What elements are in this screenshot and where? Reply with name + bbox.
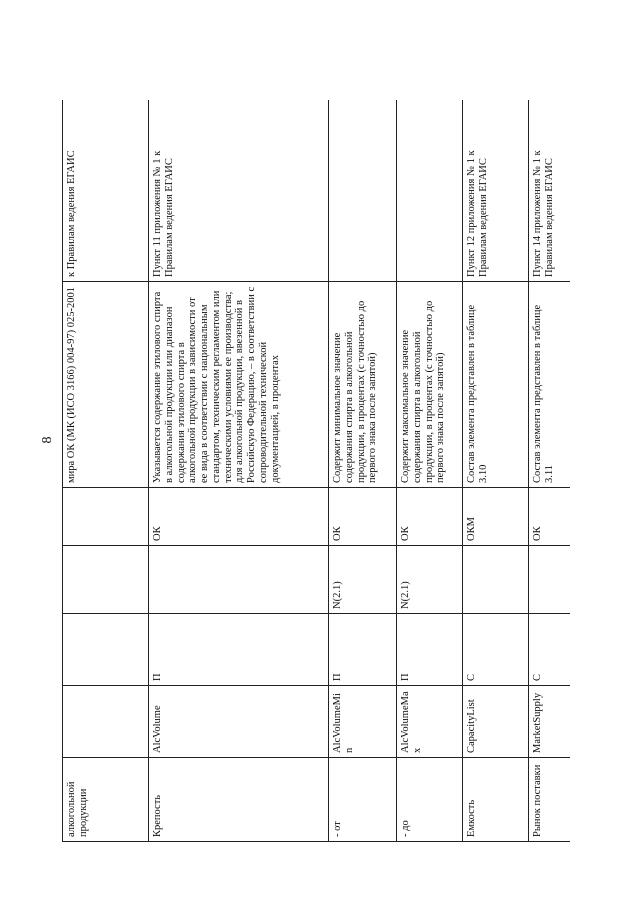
cell-requirement: ОК bbox=[397, 488, 463, 546]
cell-type bbox=[63, 614, 149, 686]
cell-reference: Пункт 14 приложения № 1 к Правилам ведения ЕГАИС bbox=[529, 100, 571, 282]
cell-element: AlcVolumeMin bbox=[329, 686, 397, 758]
cell-description: Указывается содержание этилового спирта в алкогольной продукции или диапазон содержания этилового спирта в алкогольной продукции в зависимости от ее вида в соответствии с национальным стандартом, техническим регламентом или техническими условиями ее производства; для алкогольной продукции, ввезенной в Российскую Федерацию, – в соответствии с сопроводительной технической документацией, в процентах bbox=[149, 282, 329, 488]
cell-requirement: ОК bbox=[329, 488, 397, 546]
cell-description: Содержит максимальное значение содержания спирта в алкогольной продукции, в процентах (с точностью до первого знака после запятой) bbox=[397, 282, 463, 488]
rotated-table-container bbox=[62, 100, 570, 842]
cell-type: П bbox=[149, 614, 329, 686]
cell-requirement bbox=[63, 488, 149, 546]
cell-reference: Пункт 11 приложения № 1 к Правилам ведения ЕГАИС bbox=[149, 100, 329, 282]
table-row bbox=[149, 100, 329, 842]
cell-type: С bbox=[529, 614, 571, 686]
cell-description: Содержит минимальное значение содержания спирта в алкогольной продукции, в процентах (с точностью до первого знака после запятой) bbox=[329, 282, 397, 488]
cell-name: Рынок поставки bbox=[529, 758, 571, 842]
cell-name: алкогольной продукции bbox=[63, 758, 149, 842]
cell-name: Емкость bbox=[463, 758, 529, 842]
cell-reference: к Правилам ведения ЕГАИС bbox=[63, 100, 149, 282]
cell-type: С bbox=[463, 614, 529, 686]
cell-name: Крепость bbox=[149, 758, 329, 842]
cell-description: Состав элемента представлен в таблице 3.11 bbox=[529, 282, 571, 488]
cell-description: Состав элемента представлен в таблице 3.10 bbox=[463, 282, 529, 488]
cell-element: AlcVolume bbox=[149, 686, 329, 758]
table-row bbox=[463, 100, 529, 842]
cell-requirement: ОК bbox=[149, 488, 329, 546]
cell-element bbox=[63, 686, 149, 758]
cell-element: MarketSupply bbox=[529, 686, 571, 758]
table-row bbox=[329, 100, 397, 842]
page-number: 8 bbox=[40, 436, 55, 444]
cell-element: CapacityList bbox=[463, 686, 529, 758]
cell-reference bbox=[397, 100, 463, 282]
cell-name: - до bbox=[397, 758, 463, 842]
cell-format bbox=[463, 546, 529, 614]
cell-type: П bbox=[329, 614, 397, 686]
cell-description: мира ОК (МК (ИСО 3166) 004-97) 025-2001 bbox=[63, 282, 149, 488]
table-row bbox=[63, 100, 149, 842]
cell-format: N(2.1) bbox=[397, 546, 463, 614]
cell-reference: Пункт 12 приложения № 1 к Правилам ведения ЕГАИС bbox=[463, 100, 529, 282]
cell-element: AlcVolumeMax bbox=[397, 686, 463, 758]
cell-format: N(2.1) bbox=[329, 546, 397, 614]
cell-format bbox=[63, 546, 149, 614]
cell-type: П bbox=[397, 614, 463, 686]
cell-requirement: ОКМ bbox=[463, 488, 529, 546]
cell-reference bbox=[329, 100, 397, 282]
table-row bbox=[529, 100, 571, 842]
cell-format bbox=[529, 546, 571, 614]
table-row bbox=[397, 100, 463, 842]
cell-requirement: ОК bbox=[529, 488, 571, 546]
cell-format bbox=[149, 546, 329, 614]
cell-name: - от bbox=[329, 758, 397, 842]
requirements-table bbox=[62, 100, 570, 842]
